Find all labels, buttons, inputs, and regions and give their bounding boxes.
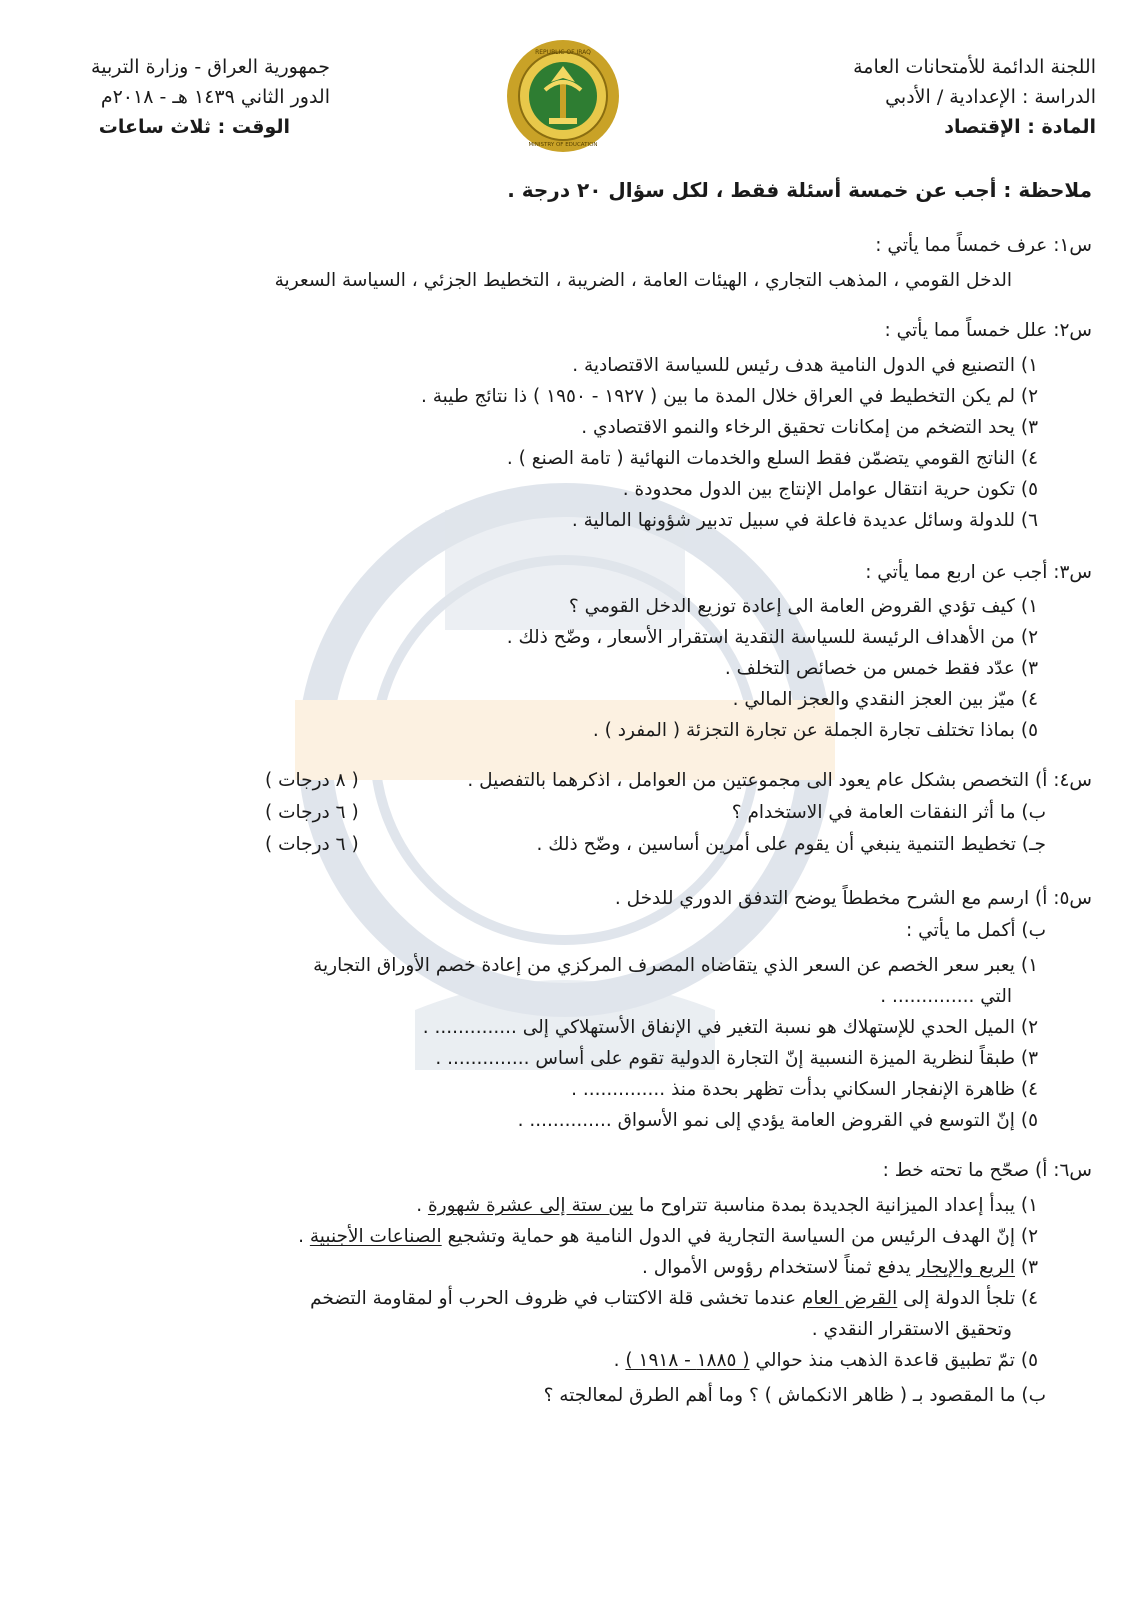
q4-a-marks: ( ٨ درجات ) (265, 770, 359, 791)
q3-item: ٣) عدّد فقط خمس من خصائص التخلف . (724, 658, 1038, 679)
header-right (766, 52, 1096, 142)
exam-note: ملاحظة : أجب عن خمسة أسئلة فقط ، لكل سؤال ٢٠ درجة . (507, 178, 1092, 202)
q6-i2-end: . (298, 1226, 310, 1247)
q5-item: ١) يعبر سعر الخصم عن السعر الذي يتقاضاه المصرف المركزي من إعادة خصم الأوراق التجارية (313, 955, 1038, 976)
q5-item: ٥) إنّ التوسع في القروض العامة يؤدي إلى نمو الأسواق .............. . (517, 1110, 1038, 1131)
q2-item: ٣) يحد التضخم من إمكانات تحقيق الرخاء والنمو الاقتصادي . (581, 417, 1038, 438)
q6-i2-underlined: الصناعات الأجنبية (309, 1226, 442, 1247)
q6-i5-text: ٥) تمّ تطبيق قاعدة الذهب منذ حوالي (749, 1350, 1038, 1371)
q3-item: ٢) من الأهداف الرئيسة للسياسة النقدية استقرار الأسعار ، وضّح ذلك . (506, 627, 1038, 648)
q2-item: ١) التصنيع في الدول النامية هدف رئيس للسياسة الاقتصادية . (572, 355, 1038, 376)
q2-item: ٢) لم يكن التخطيط في العراق خلال المدة ما بين ( ١٩٢٧ - ١٩٥٠ ) ذا نتائج طيبة . (421, 386, 1038, 407)
q6-i2-text: ٢) إنّ الهدف الرئيس من السياسة التجارية في الدول النامية هو حماية وتشجيع (441, 1226, 1038, 1247)
exam-round: الدور الثاني ١٤٣٩ هـ - ٢٠١٨م (100, 86, 330, 108)
q4-c-marks: ( ٦ درجات ) (265, 834, 359, 855)
q6-item-1 (416, 1195, 1038, 1216)
q6-item-4 (310, 1288, 1038, 1309)
q6-title: س٦: أ) صحّح ما تحته خط : (882, 1160, 1092, 1181)
q6-i3-text: يدفع ثمناً لاستخدام رؤوس الأموال . (642, 1257, 917, 1278)
q3-title: س٣: أجب عن اربع مما يأتي : (865, 562, 1092, 583)
q1-title: س١: عرف خمساً مما يأتي : (875, 235, 1092, 256)
subject: المادة : الإقتصاد (944, 116, 1096, 138)
q1-terms: الدخل القومي ، المذهب التجاري ، الهيئات العامة ، الضريبة ، التخطيط الجزئي ، السياسة السعرية (274, 270, 1012, 291)
q2-title: س٢: علل خمساً مما يأتي : (884, 320, 1092, 341)
svg-text:REPUBLIC OF IRAQ: REPUBLIC OF IRAQ (535, 49, 591, 56)
study-branch: الدراسة : الإعدادية / الأدبي (885, 86, 1096, 108)
q2-item: ٦) للدولة وسائل عديدة فاعلة في سبيل تدبير شؤونها المالية . (571, 510, 1038, 531)
q6-i1-underlined: بين ستة إلى عشرة شهورة (427, 1195, 634, 1216)
q5-item: ٢) الميل الحدي للإستهلاك هو نسبة التغير في الإنفاق الأستهلاكي إلى .............. . (422, 1017, 1038, 1038)
q6-item-3 (642, 1257, 1038, 1278)
q4-part-c: جـ) تخطيط التنمية ينبغي أن يقوم على أمرين أساسين ، وضّح ذلك . (536, 834, 1046, 855)
ministry-logo (505, 38, 621, 154)
q6-part-b: ب) ما المقصود بـ ( ظاهر الانكماش ) ؟ وما أهم الطرق لمعالجته ؟ (543, 1385, 1046, 1406)
q3-item: ١) كيف تؤدي القروض العامة الى إعادة توزيع الدخل القومي ؟ (568, 596, 1038, 617)
q5-part-b: ب) أكمل ما يأتي : (906, 920, 1046, 941)
q5-item: ٣) طبقاً لنظرية الميزة النسبية إنّ التجارة الدولية تقوم على أساس .............. . (435, 1048, 1038, 1069)
q4-part-b: ب) ما أثر النفقات العامة في الاستخدام ؟ (731, 802, 1046, 823)
header-left (30, 52, 330, 142)
q6-i4-text: ٤) تلجأ الدولة إلى (897, 1288, 1038, 1309)
q6-item-5 (614, 1350, 1038, 1371)
q6-i1-text: ١) يبدأ إعداد الميزانية الجديدة بمدة مناسبة تتراوح ما (633, 1195, 1038, 1216)
svg-text:MINISTRY OF EDUCATION: MINISTRY OF EDUCATION (528, 142, 598, 148)
q6-i5-end: . (613, 1350, 626, 1371)
q2-item: ٤) الناتج القومي يتضمّن فقط السلع والخدمات النهائية ( تامة الصنع ) . (506, 448, 1038, 469)
q5-item-cont: التي .............. . (880, 986, 1012, 1007)
q3-item: ٤) ميّز بين العجز النقدي والعجز المالي . (732, 689, 1038, 710)
q4-part-a: س٤: أ) التخصص بشكل عام يعود الى مجموعتين من العوامل ، اذكرهما بالتفصيل . (467, 770, 1092, 791)
q5-item: ٤) ظاهرة الإنفجار السكاني بدأت تظهر بحدة منذ .............. . (571, 1079, 1038, 1100)
committee-name: اللجنة الدائمة للأمتحانات العامة (853, 56, 1096, 78)
q6-i4-underlined: القرض العام (801, 1288, 898, 1309)
q6-i5-underlined: ( ١٨٨٥ - ١٩١٨ ) (625, 1350, 750, 1371)
republic-ministry: جمهورية العراق - وزارة التربية (91, 56, 330, 78)
q6-i4-end: عندما تخشى قلة الاكتتاب في ظروف الحرب أو لمقاومة التضخم (310, 1288, 802, 1309)
q3-item: ٥) بماذا تختلف تجارة الجملة عن تجارة التجزئة ( المفرد ) . (592, 720, 1038, 741)
q6-i3-num: ٣) (1014, 1257, 1038, 1278)
q2-item: ٥) تكون حرية انتقال عوامل الإنتاج بين الدول محدودة . (622, 479, 1038, 500)
exam-time: الوقت : ثلاث ساعات (98, 116, 290, 138)
q6-item-2 (298, 1226, 1038, 1247)
q6-i3-underlined: الريع والإيجار (916, 1257, 1015, 1278)
q6-i1-end: . (416, 1195, 428, 1216)
q6-item-4-cont: وتحقيق الاستقرار النقدي . (811, 1319, 1012, 1340)
q4-b-marks: ( ٦ درجات ) (265, 802, 359, 823)
q5-part-a: س٥: أ) ارسم مع الشرح مخططاً يوضح التدفق الدوري للدخل . (614, 888, 1092, 909)
